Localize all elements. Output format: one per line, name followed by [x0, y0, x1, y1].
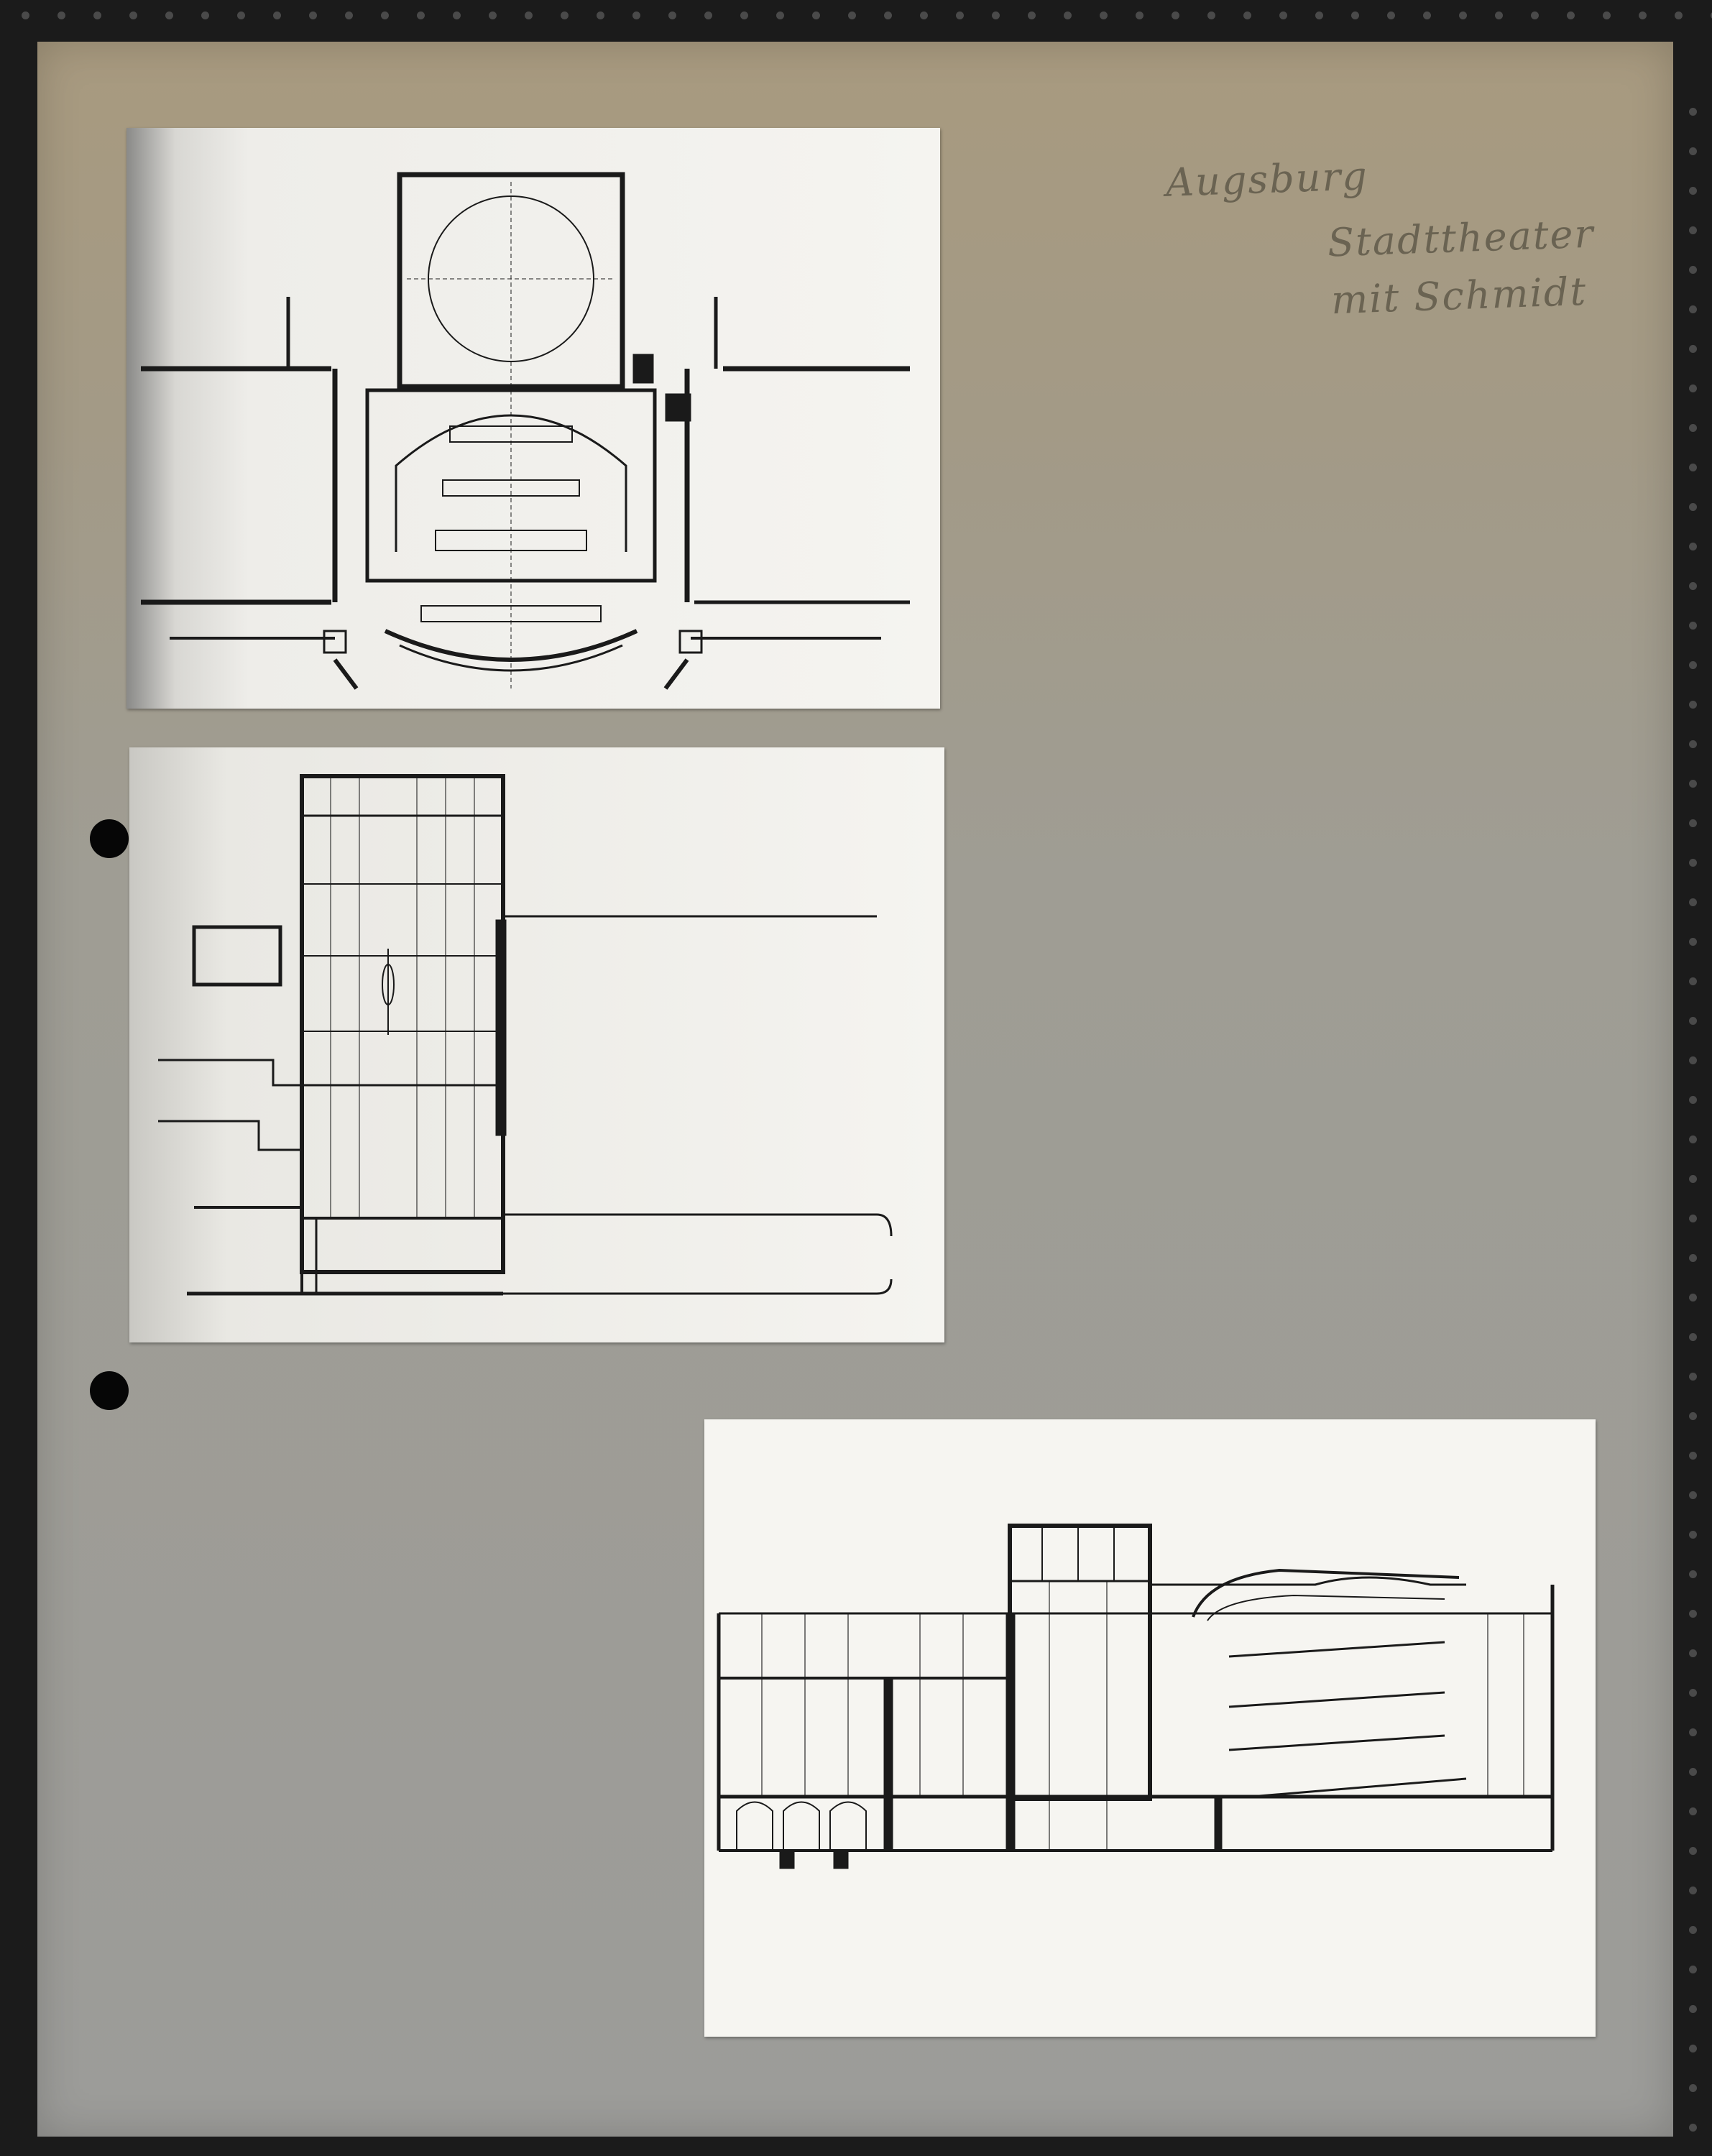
handwritten-note-line-2: Stadttheater [1327, 211, 1596, 266]
film-perforation [1689, 226, 1697, 234]
film-perforation [1689, 1412, 1697, 1420]
film-perforation [848, 11, 856, 19]
film-perforation [1689, 859, 1697, 867]
film-perforation [1689, 1886, 1697, 1894]
handwritten-note-line-1: Augsburg [1164, 153, 1369, 206]
film-perforation [1279, 11, 1287, 19]
longitudinal-section-drawing [129, 747, 944, 1342]
film-perforation [1689, 1570, 1697, 1578]
film-perforation [1689, 780, 1697, 788]
film-perforation [525, 11, 533, 19]
film-perforation [1689, 503, 1697, 511]
film-perforation [1675, 11, 1683, 19]
photo-floor-plan [126, 128, 940, 709]
film-perforation [57, 11, 65, 19]
film-perforation [1689, 2084, 1697, 2092]
film-perforation [1459, 11, 1467, 19]
film-perforation [1689, 1294, 1697, 1302]
film-perforation [1689, 424, 1697, 432]
binder-hole-upper [90, 819, 129, 858]
film-perforation [489, 11, 497, 19]
film-perforation [22, 11, 29, 19]
film-perforation [345, 11, 353, 19]
film-perforation [1172, 11, 1179, 19]
film-perforation [1689, 819, 1697, 827]
film-perforation [1689, 1847, 1697, 1855]
film-perforation [1689, 1096, 1697, 1104]
film-perforation [1689, 1531, 1697, 1539]
film-perforation [1689, 1215, 1697, 1222]
film-perforation [1639, 11, 1647, 19]
film-perforation [992, 11, 1000, 19]
handwritten-note-line-3: mit Schmidt [1330, 268, 1588, 323]
film-perforation [237, 11, 245, 19]
film-perforation [1351, 11, 1359, 19]
film-perforation [1243, 11, 1251, 19]
film-perforation [381, 11, 389, 19]
film-perforation [668, 11, 676, 19]
film-perforation [1689, 622, 1697, 630]
film-perforation [1689, 1056, 1697, 1064]
film-perforation [1603, 11, 1611, 19]
film-perforation [1689, 740, 1697, 748]
film-perforation [1689, 1610, 1697, 1618]
film-perforation [1689, 938, 1697, 946]
film-perforation [1689, 582, 1697, 590]
film-perforation [1567, 11, 1575, 19]
film-perforation [1387, 11, 1395, 19]
film-perforation [1689, 1768, 1697, 1776]
film-perforation [201, 11, 209, 19]
mount-sheet [37, 42, 1673, 2137]
film-perforation [1689, 266, 1697, 274]
photo-building-section [704, 1419, 1596, 2037]
film-perforation [812, 11, 820, 19]
floor-plan-drawing [126, 128, 940, 709]
film-perforation [1423, 11, 1431, 19]
film-perforation [1689, 977, 1697, 985]
film-perforation [453, 11, 461, 19]
film-perforation [1136, 11, 1143, 19]
film-perforation [1689, 898, 1697, 906]
film-perforation [1100, 11, 1108, 19]
film-perforation [1689, 1373, 1697, 1381]
film-perforation [776, 11, 784, 19]
film-perforation [1689, 464, 1697, 471]
film-perforation [1689, 108, 1697, 116]
film-perforation [920, 11, 928, 19]
film-perforation [1689, 384, 1697, 392]
film-perforation [1689, 187, 1697, 195]
film-perforation [1689, 1135, 1697, 1143]
film-perforation [632, 11, 640, 19]
film-perforation [1028, 11, 1036, 19]
film-perforation [1689, 1254, 1697, 1262]
film-perforation [1689, 345, 1697, 353]
film-perforation [1689, 305, 1697, 313]
film-perforation [1689, 1689, 1697, 1697]
film-perforation [1689, 701, 1697, 709]
film-perforation [956, 11, 964, 19]
film-perforation [884, 11, 892, 19]
film-perforation [273, 11, 281, 19]
film-perforation [1689, 2124, 1697, 2132]
film-perforation [129, 11, 137, 19]
film-perforation [1689, 1926, 1697, 1934]
film-perforation [1689, 543, 1697, 550]
film-perforation [1689, 1333, 1697, 1341]
film-perforation [704, 11, 712, 19]
film-perforation [1207, 11, 1215, 19]
film-perforation [1495, 11, 1503, 19]
film-perforation [417, 11, 425, 19]
binder-hole-lower [90, 1371, 129, 1410]
film-perforation [597, 11, 604, 19]
photo-longitudinal-section [129, 747, 944, 1342]
building-section-drawing [704, 1419, 1596, 2037]
film-perforation [1689, 1728, 1697, 1736]
film-perforation [1689, 1649, 1697, 1657]
film-perforation [165, 11, 173, 19]
film-perforation [1689, 1175, 1697, 1183]
film-perforation [309, 11, 317, 19]
film-perforation [1689, 1452, 1697, 1460]
film-perforation [1689, 2045, 1697, 2053]
film-perforation [1689, 147, 1697, 155]
film-perforation [1064, 11, 1072, 19]
film-perforation [1689, 1017, 1697, 1025]
film-perforation [93, 11, 101, 19]
film-perforation [740, 11, 748, 19]
film-perforation [1531, 11, 1539, 19]
film-perforation [561, 11, 569, 19]
film-perforation [1689, 2005, 1697, 2013]
film-perforation [1689, 1966, 1697, 1973]
film-perforation [1689, 1807, 1697, 1815]
film-perforation [1315, 11, 1323, 19]
film-perforation [1689, 661, 1697, 669]
film-perforation [1689, 1491, 1697, 1499]
